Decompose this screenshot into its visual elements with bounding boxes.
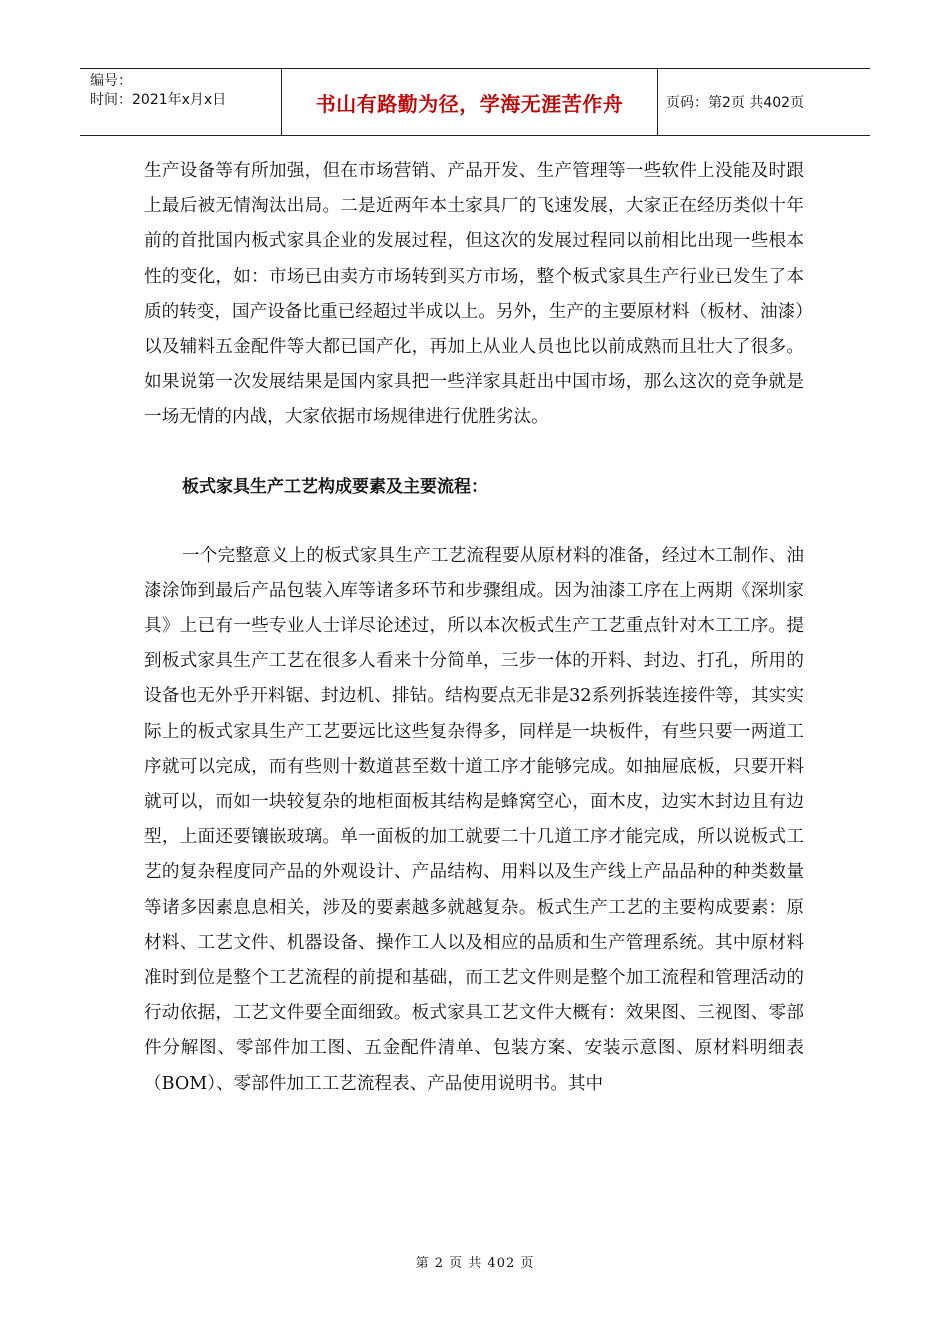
date-label: 时间：2021年x月x日	[90, 92, 227, 108]
serial-number-label: 编号：	[90, 73, 132, 89]
section-heading: 板式家具生产工艺构成要素及主要流程：	[182, 476, 488, 497]
paragraph-continued: 生产设备等有所加强，但在市场营销、产品开发、生产管理等一些软件上没能及时跟上最后被无情淘汰出局。二是近两年本土家具厂的飞速发展，大家正在经历类似十年前的首批国内板式家具企业的发展过程，但这次的发展过程同以前相比出现一些根本性的变化，如：市场已由卖方市场转到买方市场，整个板式家具生产行业已发生了本质的转变，国产设备比重已经超过半成以上。另外，生产的主要原材料（板材、油漆）以及辅料五金配件等大都已国产化，再加上从业人员也比以前成熟而且壮大了很多。如果说第一次发展结果是国内家具把一些洋家具赶出中国市场，那么这次的竞争就是一场无情的内战，大家依据市场规律进行优胜劣汰。	[144, 161, 804, 428]
page-header	[80, 68, 870, 136]
page-info-text: 页码：第2页 共402页	[666, 95, 805, 111]
header-motto-cell	[282, 69, 658, 135]
page-footer: 第 2 页 共 402 页	[415, 1256, 535, 1271]
header-meta	[80, 69, 282, 135]
motto-text: 书山有路勤为径，学海无涯苦作舟	[315, 91, 624, 116]
paragraph-process: 一个完整意义上的板式家具生产工艺流程要从原材料的准备，经过木工制作、油漆涂饰到最后产品包装入库等诸多环节和步骤组成。因为油漆工序在上两期《深圳家具》上已有一些专业人士详尽论述过，所以本次板式生产工艺重点针对木工工序。提到板式家具生产工艺在很多人看来十分简单，三步一体的开料、封边、打孔，所用的设备也无外乎开料锯、封边机、排钻。结构要点无非是32系列拆装连接件等，其实实际上的板式家具生产工艺要远比这些复杂得多，同样是一块板件，有些只要一两道工序就可以完成，而有些则十数道甚至数十道工序才能够完成。如抽屉底板，只要开料就可以，而如一块较复杂的地柜面板其结构是蜂窝空心，面木皮，边实木封边且有边型，上面还要镶嵌玻璃。单一面板的加工就要二十几道工序才能完成，所以说板式工艺的复杂程度同产品的外观设计、产品结构、用料以及生产线上产品品种的种类数量等诸多因素息息相关，涉及的要素越多就越复杂。板式生产工艺的主要构成要素：原材料、工艺文件、机器设备、操作工人以及相应的品质和生产管理系统。其中原材料准时到位是整个工艺流程的前提和基础，而工艺文件则是整个加工流程和管理活动的行动依据，工艺文件要全面细致。板式家具工艺文件大概有：效果图、三视图、零部件分解图、零部件加工图、五金配件清单、包装方案、安装示意图、原材料明细表（BOM）、零部件加工工艺流程表、产品使用说明书。其中	[144, 545, 804, 1094]
header-page-info	[658, 69, 870, 135]
document-body	[144, 154, 804, 1102]
